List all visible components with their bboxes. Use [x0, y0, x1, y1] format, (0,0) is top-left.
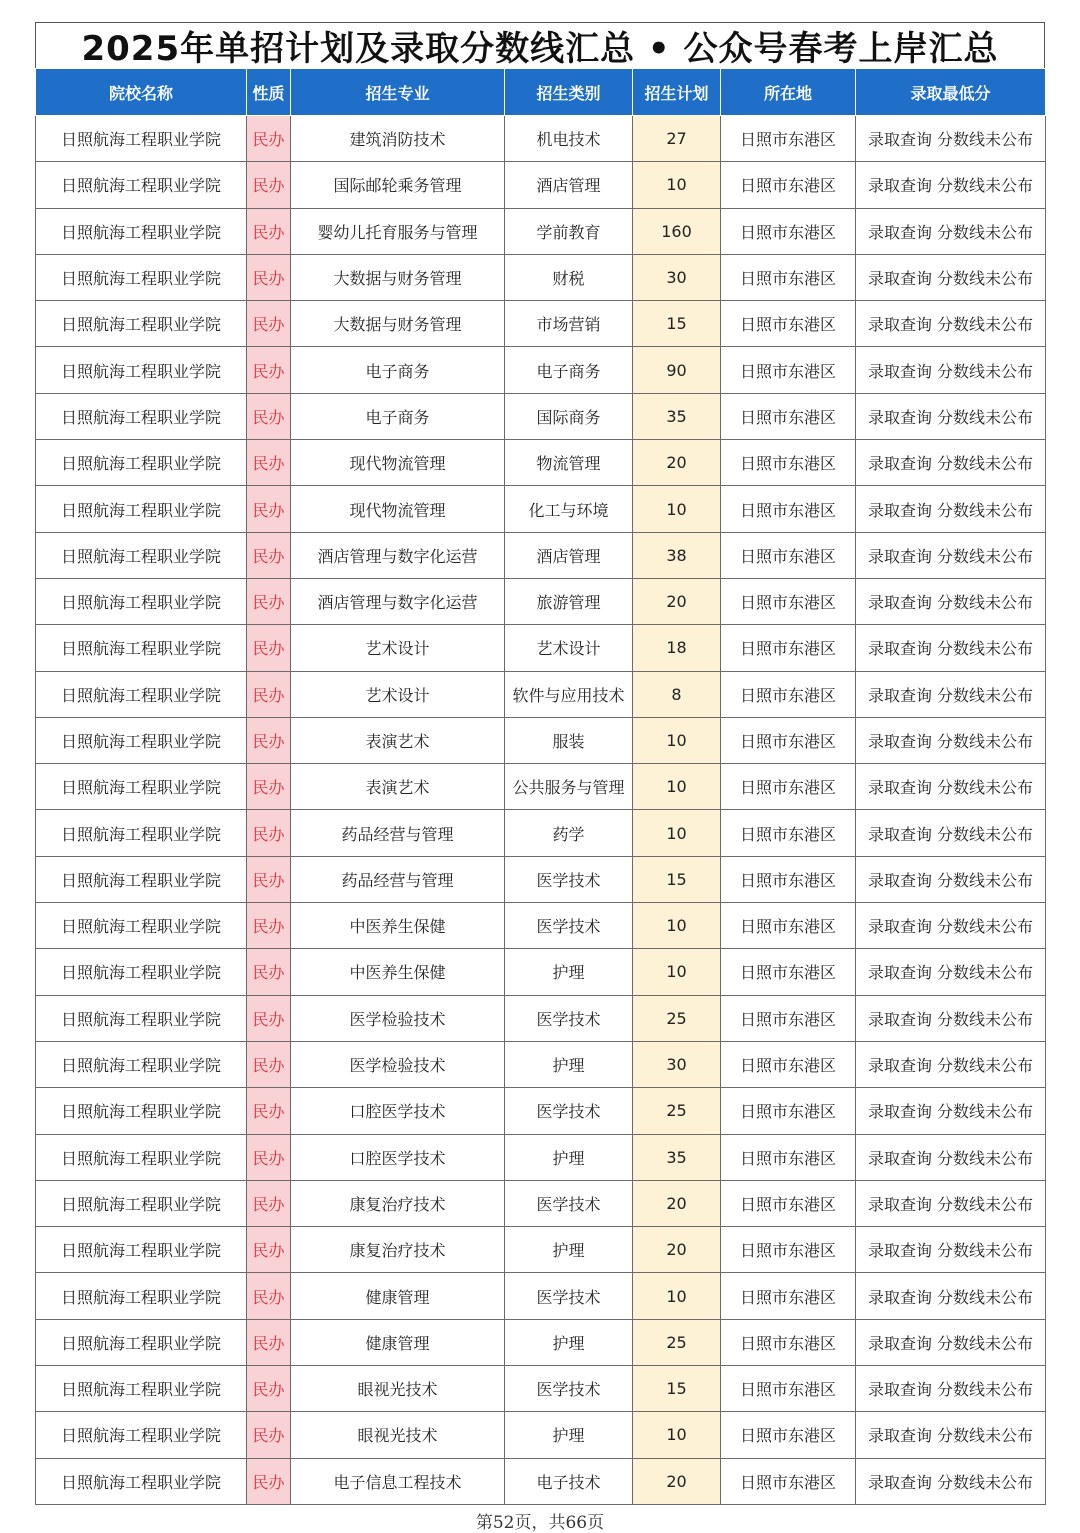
cell-major: 口腔医学技术: [291, 1134, 505, 1180]
cell-location: 日照市东港区: [721, 1366, 856, 1412]
cell-category: 酒店管理: [505, 162, 633, 208]
cell-location: 日照市东港区: [721, 1458, 856, 1504]
cell-school: 日照航海工程职业学院: [36, 810, 247, 856]
cell-category: 护理: [505, 949, 633, 995]
cell-school: 日照航海工程职业学院: [36, 671, 247, 717]
cell-category: 医学技术: [505, 856, 633, 902]
cell-plan: 18: [633, 625, 721, 671]
cell-nature: 民办: [247, 532, 291, 578]
cell-location: 日照市东港区: [721, 625, 856, 671]
cell-plan: 90: [633, 347, 721, 393]
cell-plan: 20: [633, 1227, 721, 1273]
cell-category: 医学技术: [505, 1088, 633, 1134]
table-row: [36, 717, 1046, 763]
cell-category: 护理: [505, 1041, 633, 1087]
cell-school: 日照航海工程职业学院: [36, 532, 247, 578]
table-row: [36, 1319, 1046, 1365]
header-location: 所在地: [721, 69, 856, 116]
cell-school: 日照航海工程职业学院: [36, 1134, 247, 1180]
cell-plan: 15: [633, 1366, 721, 1412]
header-category: 招生类别: [505, 69, 633, 116]
cell-category: 医学技术: [505, 995, 633, 1041]
cell-school: 日照航海工程职业学院: [36, 995, 247, 1041]
cell-major: 国际邮轮乘务管理: [291, 162, 505, 208]
cell-nature: 民办: [247, 1134, 291, 1180]
cell-min-score: 录取查询 分数线未公布: [856, 1227, 1046, 1273]
cell-school: 日照航海工程职业学院: [36, 116, 247, 162]
cell-school: 日照航海工程职业学院: [36, 254, 247, 300]
cell-major: 艺术设计: [291, 671, 505, 717]
cell-min-score: 录取查询 分数线未公布: [856, 1180, 1046, 1226]
cell-school: 日照航海工程职业学院: [36, 301, 247, 347]
page-footer: 第52页，共66页: [475, 1513, 605, 1533]
cell-category: 财税: [505, 254, 633, 300]
cell-plan: 35: [633, 393, 721, 439]
cell-nature: 民办: [247, 1273, 291, 1319]
cell-major: 医学检验技术: [291, 1041, 505, 1087]
cell-location: 日照市东港区: [721, 1273, 856, 1319]
cell-plan: 20: [633, 1458, 721, 1504]
cell-category: 酒店管理: [505, 532, 633, 578]
cell-school: 日照航海工程职业学院: [36, 903, 247, 949]
cell-nature: 民办: [247, 208, 291, 254]
cell-plan: 25: [633, 995, 721, 1041]
cell-category: 电子商务: [505, 347, 633, 393]
cell-major: 健康管理: [291, 1319, 505, 1365]
cell-major: 电子信息工程技术: [291, 1458, 505, 1504]
cell-nature: 民办: [247, 1366, 291, 1412]
cell-plan: 15: [633, 301, 721, 347]
cell-nature: 民办: [247, 1412, 291, 1458]
cell-location: 日照市东港区: [721, 1227, 856, 1273]
cell-plan: 10: [633, 1273, 721, 1319]
cell-category: 医学技术: [505, 1180, 633, 1226]
table-header-row: [36, 69, 1046, 116]
cell-min-score: 录取查询 分数线未公布: [856, 393, 1046, 439]
cell-nature: 民办: [247, 1041, 291, 1087]
cell-plan: 35: [633, 1134, 721, 1180]
cell-nature: 民办: [247, 717, 291, 763]
cell-category: 电子技术: [505, 1458, 633, 1504]
cell-min-score: 录取查询 分数线未公布: [856, 810, 1046, 856]
cell-category: 药学: [505, 810, 633, 856]
page-title: 2025年单招计划及录取分数线汇总 • 公众号春考上岸汇总: [35, 22, 1045, 68]
cell-major: 康复治疗技术: [291, 1227, 505, 1273]
cell-location: 日照市东港区: [721, 162, 856, 208]
cell-category: 化工与环境: [505, 486, 633, 532]
cell-category: 护理: [505, 1319, 633, 1365]
cell-major: 表演艺术: [291, 764, 505, 810]
cell-location: 日照市东港区: [721, 1180, 856, 1226]
cell-category: 护理: [505, 1227, 633, 1273]
cell-min-score: 录取查询 分数线未公布: [856, 625, 1046, 671]
cell-plan: 20: [633, 440, 721, 486]
table-row: [36, 1273, 1046, 1319]
table-row: [36, 903, 1046, 949]
cell-location: 日照市东港区: [721, 347, 856, 393]
cell-category: 旅游管理: [505, 578, 633, 624]
cell-nature: 民办: [247, 949, 291, 995]
cell-major: 眼视光技术: [291, 1366, 505, 1412]
cell-major: 电子商务: [291, 347, 505, 393]
cell-plan: 10: [633, 949, 721, 995]
cell-min-score: 录取查询 分数线未公布: [856, 1088, 1046, 1134]
cell-min-score: 录取查询 分数线未公布: [856, 1366, 1046, 1412]
cell-location: 日照市东港区: [721, 1412, 856, 1458]
cell-location: 日照市东港区: [721, 116, 856, 162]
cell-nature: 民办: [247, 1088, 291, 1134]
cell-major: 大数据与财务管理: [291, 254, 505, 300]
table-row: [36, 208, 1046, 254]
cell-school: 日照航海工程职业学院: [36, 1180, 247, 1226]
table-row: [36, 949, 1046, 995]
table-row: [36, 856, 1046, 902]
cell-min-score: 录取查询 分数线未公布: [856, 116, 1046, 162]
cell-major: 康复治疗技术: [291, 1180, 505, 1226]
cell-location: 日照市东港区: [721, 393, 856, 439]
cell-nature: 民办: [247, 856, 291, 902]
table-row: [36, 393, 1046, 439]
header-min-score: 录取最低分: [856, 69, 1046, 116]
cell-nature: 民办: [247, 903, 291, 949]
cell-school: 日照航海工程职业学院: [36, 1273, 247, 1319]
cell-category: 医学技术: [505, 1366, 633, 1412]
table-row: [36, 1180, 1046, 1226]
table-row: [36, 1366, 1046, 1412]
cell-nature: 民办: [247, 486, 291, 532]
cell-min-score: 录取查询 分数线未公布: [856, 717, 1046, 763]
cell-location: 日照市东港区: [721, 671, 856, 717]
cell-plan: 20: [633, 578, 721, 624]
cell-location: 日照市东港区: [721, 301, 856, 347]
table-body: [36, 116, 1046, 1505]
cell-location: 日照市东港区: [721, 717, 856, 763]
cell-school: 日照航海工程职业学院: [36, 440, 247, 486]
cell-nature: 民办: [247, 162, 291, 208]
cell-nature: 民办: [247, 1458, 291, 1504]
cell-location: 日照市东港区: [721, 1134, 856, 1180]
cell-major: 口腔医学技术: [291, 1088, 505, 1134]
cell-category: 护理: [505, 1412, 633, 1458]
cell-category: 公共服务与管理: [505, 764, 633, 810]
cell-major: 中医养生保健: [291, 903, 505, 949]
cell-major: 大数据与财务管理: [291, 301, 505, 347]
header-plan: 招生计划: [633, 69, 721, 116]
table-row: [36, 810, 1046, 856]
table-row: [36, 347, 1046, 393]
cell-plan: 30: [633, 254, 721, 300]
cell-school: 日照航海工程职业学院: [36, 856, 247, 902]
cell-major: 表演艺术: [291, 717, 505, 763]
cell-plan: 10: [633, 717, 721, 763]
cell-min-score: 录取查询 分数线未公布: [856, 1412, 1046, 1458]
cell-category: 物流管理: [505, 440, 633, 486]
cell-plan: 160: [633, 208, 721, 254]
cell-min-score: 录取查询 分数线未公布: [856, 1041, 1046, 1087]
cell-min-score: 录取查询 分数线未公布: [856, 162, 1046, 208]
cell-nature: 民办: [247, 1227, 291, 1273]
cell-school: 日照航海工程职业学院: [36, 1412, 247, 1458]
cell-location: 日照市东港区: [721, 578, 856, 624]
cell-min-score: 录取查询 分数线未公布: [856, 903, 1046, 949]
cell-plan: 15: [633, 856, 721, 902]
cell-major: 药品经营与管理: [291, 810, 505, 856]
cell-category: 国际商务: [505, 393, 633, 439]
cell-min-score: 录取查询 分数线未公布: [856, 578, 1046, 624]
cell-school: 日照航海工程职业学院: [36, 1227, 247, 1273]
cell-location: 日照市东港区: [721, 949, 856, 995]
cell-location: 日照市东港区: [721, 1041, 856, 1087]
cell-major: 现代物流管理: [291, 440, 505, 486]
cell-major: 酒店管理与数字化运营: [291, 532, 505, 578]
cell-school: 日照航海工程职业学院: [36, 162, 247, 208]
table-row: [36, 1041, 1046, 1087]
table-row: [36, 671, 1046, 717]
table-row: [36, 532, 1046, 578]
cell-major: 酒店管理与数字化运营: [291, 578, 505, 624]
cell-location: 日照市东港区: [721, 856, 856, 902]
admission-table: [35, 68, 1046, 1505]
cell-nature: 民办: [247, 764, 291, 810]
cell-plan: 20: [633, 1180, 721, 1226]
table-row: [36, 486, 1046, 532]
cell-category: 医学技术: [505, 1273, 633, 1319]
table-row: [36, 254, 1046, 300]
cell-min-score: 录取查询 分数线未公布: [856, 440, 1046, 486]
cell-school: 日照航海工程职业学院: [36, 1088, 247, 1134]
cell-major: 医学检验技术: [291, 995, 505, 1041]
cell-location: 日照市东港区: [721, 208, 856, 254]
cell-location: 日照市东港区: [721, 810, 856, 856]
cell-plan: 10: [633, 1412, 721, 1458]
cell-nature: 民办: [247, 578, 291, 624]
cell-nature: 民办: [247, 393, 291, 439]
cell-nature: 民办: [247, 625, 291, 671]
cell-nature: 民办: [247, 1180, 291, 1226]
cell-category: 软件与应用技术: [505, 671, 633, 717]
cell-school: 日照航海工程职业学院: [36, 486, 247, 532]
table-row: [36, 301, 1046, 347]
cell-school: 日照航海工程职业学院: [36, 764, 247, 810]
table-row: [36, 764, 1046, 810]
cell-category: 市场营销: [505, 301, 633, 347]
cell-min-score: 录取查询 分数线未公布: [856, 1134, 1046, 1180]
table-row: [36, 162, 1046, 208]
table-row: [36, 1458, 1046, 1504]
cell-category: 艺术设计: [505, 625, 633, 671]
table-row: [36, 1227, 1046, 1273]
cell-location: 日照市东港区: [721, 532, 856, 578]
header-major: 招生专业: [291, 69, 505, 116]
cell-school: 日照航海工程职业学院: [36, 208, 247, 254]
cell-nature: 民办: [247, 116, 291, 162]
cell-major: 眼视光技术: [291, 1412, 505, 1458]
cell-plan: 25: [633, 1088, 721, 1134]
cell-min-score: 录取查询 分数线未公布: [856, 347, 1046, 393]
cell-plan: 27: [633, 116, 721, 162]
cell-min-score: 录取查询 分数线未公布: [856, 1319, 1046, 1365]
cell-major: 健康管理: [291, 1273, 505, 1319]
cell-major: 现代物流管理: [291, 486, 505, 532]
cell-plan: 8: [633, 671, 721, 717]
cell-location: 日照市东港区: [721, 903, 856, 949]
cell-major: 艺术设计: [291, 625, 505, 671]
cell-nature: 民办: [247, 995, 291, 1041]
cell-school: 日照航海工程职业学院: [36, 949, 247, 995]
cell-min-score: 录取查询 分数线未公布: [856, 1273, 1046, 1319]
cell-nature: 民办: [247, 671, 291, 717]
header-school: 院校名称: [36, 69, 247, 116]
cell-nature: 民办: [247, 254, 291, 300]
cell-location: 日照市东港区: [721, 254, 856, 300]
table-row: [36, 578, 1046, 624]
cell-school: 日照航海工程职业学院: [36, 1319, 247, 1365]
cell-category: 服装: [505, 717, 633, 763]
cell-category: 护理: [505, 1134, 633, 1180]
cell-nature: 民办: [247, 810, 291, 856]
cell-min-score: 录取查询 分数线未公布: [856, 995, 1046, 1041]
cell-min-score: 录取查询 分数线未公布: [856, 254, 1046, 300]
cell-category: 机电技术: [505, 116, 633, 162]
cell-nature: 民办: [247, 347, 291, 393]
cell-min-score: 录取查询 分数线未公布: [856, 301, 1046, 347]
table-row: [36, 116, 1046, 162]
cell-major: 中医养生保健: [291, 949, 505, 995]
cell-school: 日照航海工程职业学院: [36, 1366, 247, 1412]
header-nature: 性质: [247, 69, 291, 116]
table-row: [36, 995, 1046, 1041]
cell-major: 药品经营与管理: [291, 856, 505, 902]
cell-major: 建筑消防技术: [291, 116, 505, 162]
document-sheet: [35, 22, 1045, 1505]
cell-nature: 民办: [247, 301, 291, 347]
cell-plan: 10: [633, 486, 721, 532]
cell-school: 日照航海工程职业学院: [36, 1041, 247, 1087]
cell-min-score: 录取查询 分数线未公布: [856, 486, 1046, 532]
cell-min-score: 录取查询 分数线未公布: [856, 764, 1046, 810]
cell-min-score: 录取查询 分数线未公布: [856, 532, 1046, 578]
cell-location: 日照市东港区: [721, 1319, 856, 1365]
cell-school: 日照航海工程职业学院: [36, 393, 247, 439]
cell-plan: 38: [633, 532, 721, 578]
cell-location: 日照市东港区: [721, 486, 856, 532]
cell-min-score: 录取查询 分数线未公布: [856, 208, 1046, 254]
cell-plan: 25: [633, 1319, 721, 1365]
cell-min-score: 录取查询 分数线未公布: [856, 856, 1046, 902]
cell-min-score: 录取查询 分数线未公布: [856, 671, 1046, 717]
cell-school: 日照航海工程职业学院: [36, 347, 247, 393]
cell-category: 学前教育: [505, 208, 633, 254]
cell-location: 日照市东港区: [721, 1088, 856, 1134]
cell-category: 医学技术: [505, 903, 633, 949]
cell-min-score: 录取查询 分数线未公布: [856, 949, 1046, 995]
cell-school: 日照航海工程职业学院: [36, 625, 247, 671]
cell-location: 日照市东港区: [721, 764, 856, 810]
cell-major: 电子商务: [291, 393, 505, 439]
table-row: [36, 1412, 1046, 1458]
cell-school: 日照航海工程职业学院: [36, 1458, 247, 1504]
table-row: [36, 440, 1046, 486]
cell-plan: 30: [633, 1041, 721, 1087]
cell-school: 日照航海工程职业学院: [36, 717, 247, 763]
cell-nature: 民办: [247, 1319, 291, 1365]
cell-plan: 10: [633, 764, 721, 810]
cell-plan: 10: [633, 162, 721, 208]
cell-plan: 10: [633, 810, 721, 856]
cell-school: 日照航海工程职业学院: [36, 578, 247, 624]
cell-location: 日照市东港区: [721, 440, 856, 486]
cell-location: 日照市东港区: [721, 995, 856, 1041]
cell-min-score: 录取查询 分数线未公布: [856, 1458, 1046, 1504]
table-row: [36, 1134, 1046, 1180]
cell-major: 婴幼儿托育服务与管理: [291, 208, 505, 254]
table-row: [36, 1088, 1046, 1134]
table-row: [36, 625, 1046, 671]
cell-plan: 10: [633, 903, 721, 949]
cell-nature: 民办: [247, 440, 291, 486]
